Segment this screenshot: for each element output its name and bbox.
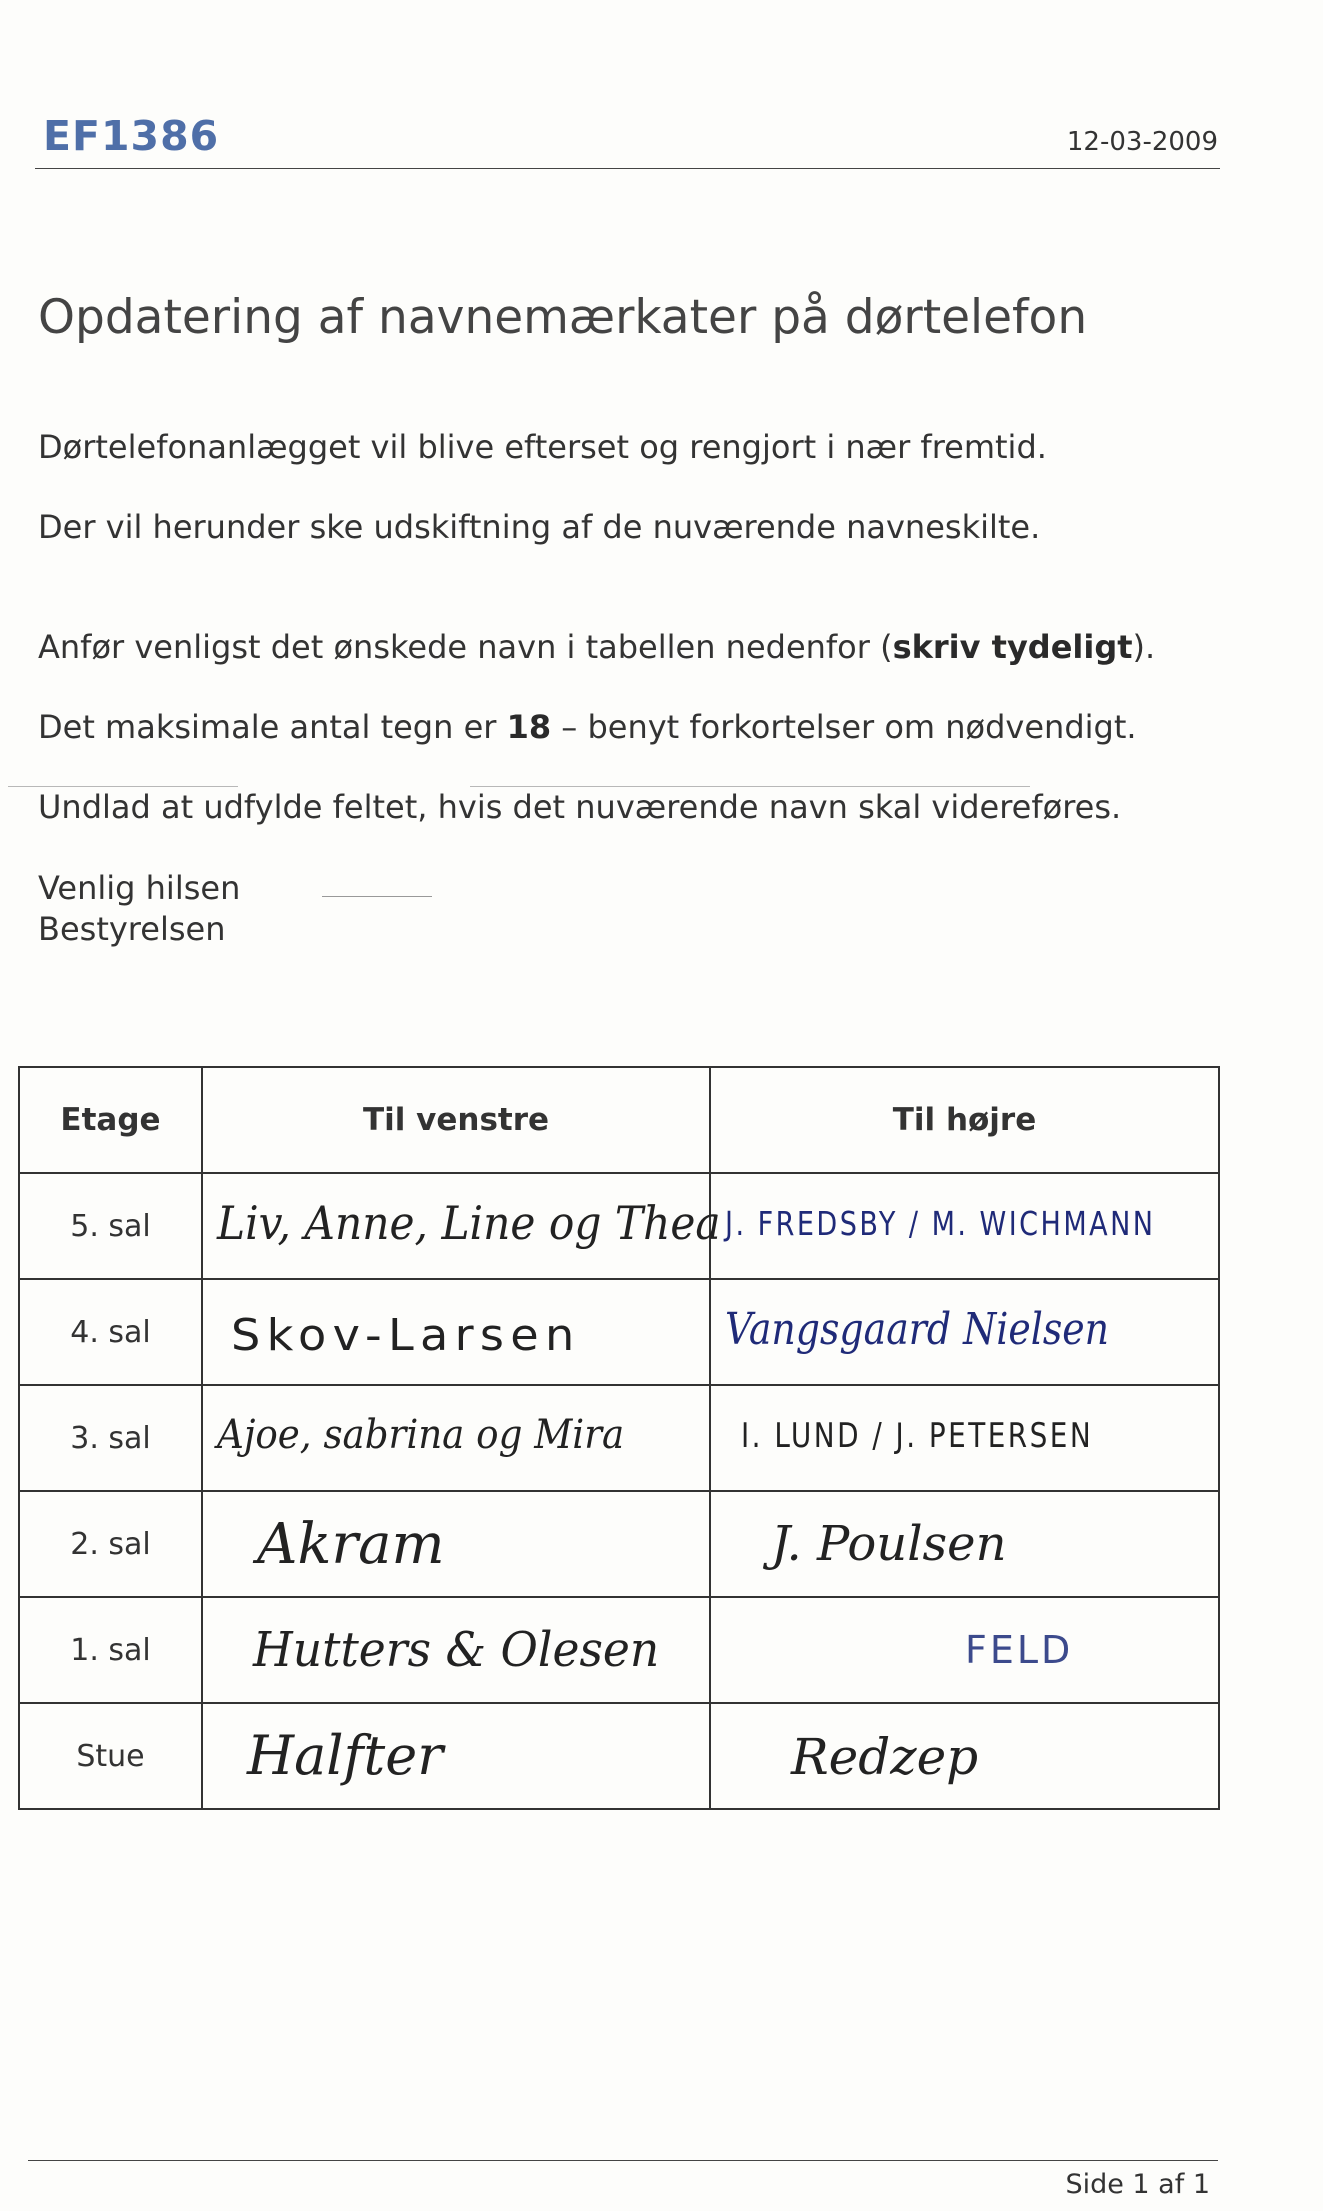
floor-cell: 5. sal	[19, 1173, 202, 1279]
handwritten-name-right: I. LUND / J. PETERSEN	[741, 1416, 1094, 1456]
column-header-floor: Etage	[19, 1067, 202, 1173]
signature-block	[38, 868, 240, 950]
signature-sender: Bestyrelsen	[38, 910, 226, 948]
table-row	[19, 1703, 1219, 1809]
right-name-cell[interactable]	[710, 1385, 1219, 1491]
right-name-cell[interactable]	[710, 1279, 1219, 1385]
table-row	[19, 1279, 1219, 1385]
left-name-cell[interactable]	[202, 1173, 721, 1279]
right-name-cell[interactable]	[710, 1597, 1219, 1703]
column-header-right: Til højre	[710, 1067, 1219, 1173]
left-name-cell[interactable]	[202, 1703, 710, 1809]
handwritten-name-right: J. Poulsen	[771, 1516, 1007, 1572]
paragraph-replacement: Der vil herunder ske udskiftning af de nuværende navneskilte.	[38, 508, 1041, 546]
paragraph-instructions	[38, 628, 1155, 666]
table-row	[19, 1173, 1219, 1279]
max-chars-rest: – benyt forkortelser om nødvendigt.	[551, 708, 1137, 746]
scan-artifact-line	[470, 786, 1030, 787]
right-name-cell[interactable]	[710, 1703, 1219, 1809]
max-chars-number: 18	[506, 708, 552, 746]
left-name-cell[interactable]	[202, 1279, 710, 1385]
handwritten-name-left: Liv, Anne, Line og Thea	[217, 1196, 721, 1250]
handwritten-name-right: Vangsgaard Nielsen	[725, 1304, 1110, 1355]
max-chars-text: Det maksimale antal tegn er	[38, 708, 507, 746]
page-header	[35, 112, 1220, 169]
paragraph-cleaning: Dørtelefonanlægget vil blive efterset og rengjort i nær fremtid.	[38, 428, 1047, 466]
handwritten-name-left: Halfter	[247, 1724, 444, 1787]
name-label-table	[18, 1066, 1220, 1810]
signature-greeting: Venlig hilsen	[38, 869, 241, 907]
handwritten-name-left: Akram	[257, 1512, 445, 1577]
page-footer	[28, 2160, 1218, 2200]
floor-cell: 2. sal	[19, 1491, 202, 1597]
handwritten-name-right: Redzep	[791, 1728, 979, 1786]
floor-cell: 1. sal	[19, 1597, 202, 1703]
left-name-cell[interactable]	[202, 1597, 710, 1703]
column-header-left: Til venstre	[202, 1067, 710, 1173]
handwritten-name-right: J. FREDSBY / M. WICHMANN	[725, 1204, 1156, 1243]
right-name-cell[interactable]	[710, 1491, 1219, 1597]
scan-artifact-line	[322, 896, 432, 897]
handwritten-name-left: Ajoe, sabrina og Mira	[217, 1412, 625, 1458]
floor-cell: 3. sal	[19, 1385, 202, 1491]
document-date: 12-03-2009	[1066, 127, 1218, 157]
paragraph-skip-field: Undlad at udfylde feltet, hvis det nuværende navn skal videreføres.	[38, 788, 1122, 826]
table-header-row	[19, 1067, 1219, 1173]
instructions-text: Anfør venligst det ønskede navn i tabellen nedenfor (	[38, 628, 893, 666]
handwritten-name-right: FELD	[965, 1628, 1074, 1672]
instructions-close: ).	[1132, 628, 1156, 666]
page-number: Side 1 af 1	[1065, 2169, 1210, 2200]
table-row	[19, 1385, 1219, 1491]
document-code: EF1386	[43, 112, 220, 160]
handwritten-name-left: Skov-Larsen	[231, 1310, 581, 1361]
page-title: Opdatering af navnemærkater på dørtelefon	[38, 290, 1088, 345]
table-row	[19, 1491, 1219, 1597]
handwritten-name-left: Hutters & Olesen	[253, 1622, 660, 1678]
table-row	[19, 1597, 1219, 1703]
left-name-cell[interactable]	[202, 1385, 710, 1491]
right-name-cell[interactable]	[710, 1173, 1219, 1279]
scan-artifact-line	[8, 786, 238, 787]
instructions-emphasis: skriv tydeligt	[892, 628, 1133, 666]
floor-cell: Stue	[19, 1703, 202, 1809]
paragraph-max-chars	[38, 708, 1137, 746]
left-name-cell[interactable]	[202, 1491, 710, 1597]
floor-cell: 4. sal	[19, 1279, 202, 1385]
